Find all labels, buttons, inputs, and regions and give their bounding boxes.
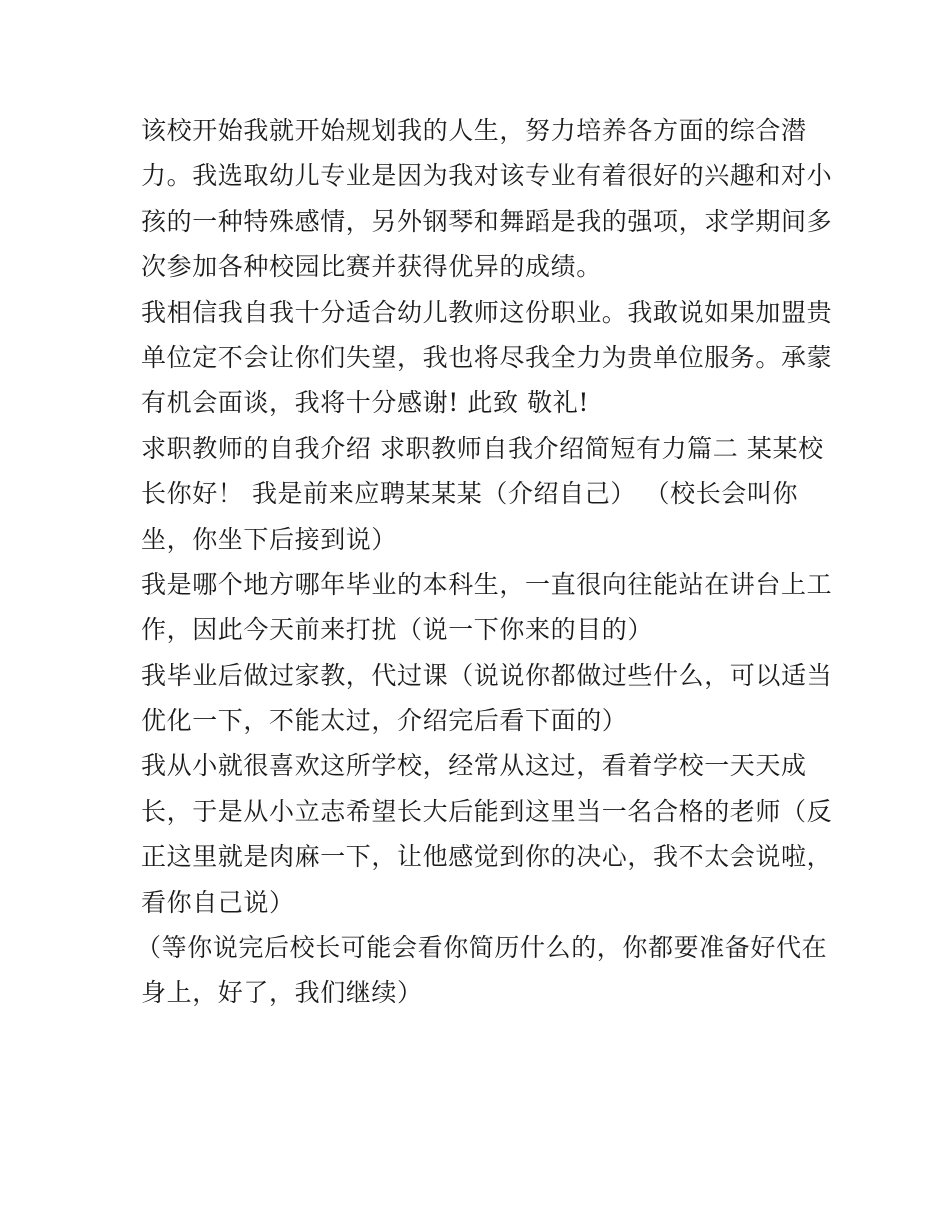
text-line: 看你自己说）: [141, 887, 295, 917]
text-line: （等你说完后校长可能会看你简历什么的，你都要准备好代在: [136, 933, 828, 963]
document-body: [136, 108, 833, 1016]
text-line: 求职教师的自我介绍 求职教师自我介绍简短有力篇二 某某校: [141, 433, 824, 463]
text-line: 身上，好了，我们继续）: [141, 978, 423, 1008]
text-line: 优化一下，不能太过，介绍完后看下面的）: [141, 706, 628, 736]
text-line: 长你好！ 我是前来应聘某某某（介绍自己） （校长会叫你: [141, 479, 799, 509]
text-line: 次参加各种校园比赛并获得优异的成绩。: [141, 252, 602, 282]
text-line: 力。我选取幼儿专业是因为我对该专业有着很好的兴趣和对小: [141, 161, 833, 191]
text-line: 单位定不会让你们失望，我也将尽我全力为贵单位服务。承蒙: [141, 342, 833, 372]
text-line: 坐，你坐下后接到说）: [141, 524, 398, 554]
text-line: 正这里就是肉麻一下，让他感觉到你的决心，我不太会说啦，: [141, 842, 833, 872]
text-line: 该校开始我就开始规划我的人生，努力培养各方面的综合潜: [141, 116, 807, 145]
text-line: 作，因此今天前来打扰（说一下你来的目的）: [141, 615, 654, 645]
text-line: 长，于是从小立志希望长大后能到这里当一名合格的老师（反: [141, 796, 833, 826]
text-line: 我是哪个地方哪年毕业的本科生，一直很向往能站在讲台上工: [141, 569, 833, 599]
text-line: 有机会面谈，我将十分感谢! 此致 敬礼!: [141, 388, 589, 418]
text-line: 我相信我自我十分适合幼儿教师这份职业。我敢说如果加盟贵: [141, 297, 833, 327]
text-line: 我毕业后做过家教，代过课（说说你都做过些什么，可以适当: [141, 660, 833, 690]
text-line: 孩的一种特殊感情，另外钢琴和舞蹈是我的强项，求学期间多: [141, 206, 833, 236]
text-line: 我从小就很喜欢这所学校，经常从这过，看着学校一天天成: [141, 751, 807, 781]
